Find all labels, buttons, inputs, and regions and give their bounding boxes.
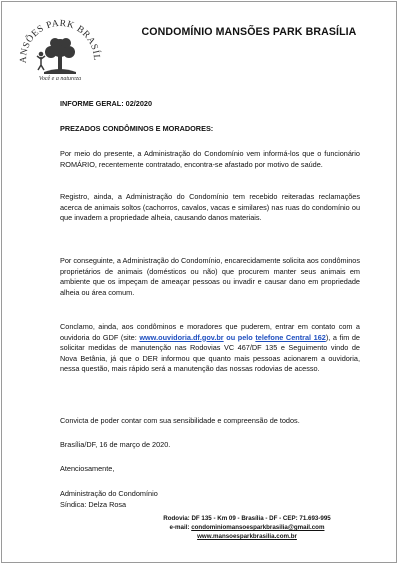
- footer-email-label: e-mail:: [169, 524, 192, 531]
- document-page: [1, 1, 397, 563]
- paragraph-closing-thanks: Convicta de poder contar com sua sensibilidade e compreensão de todos.: [60, 416, 300, 425]
- signature-line-administration: Administração do Condomínio: [60, 489, 158, 498]
- ouvidoria-website-link[interactable]: www.ouvidoria.df.gov.br: [139, 332, 224, 342]
- closing-salutation: Atenciosamente,: [60, 464, 115, 473]
- logo-ring-text: ANSÕES PARK BRASÍL: [18, 18, 102, 64]
- paragraph-health-notice: Por meio do presente, a Administração do Condomínio vem informá-los que o funcionário ROMÁRIO, recentemente contratado, encontra-se afastado por motivo de saúde.: [60, 149, 360, 169]
- page-title: CONDOMÍNIO MANSÕES PARK BRASÍLIA: [141, 26, 357, 38]
- paragraph-ouvidoria-connector: ou pelo: [223, 332, 256, 342]
- paragraph-ouvidoria: [60, 322, 360, 375]
- greeting-heading: PREZADOS CONDÔMINOS E MORADORES:: [60, 124, 214, 133]
- phone-central-link[interactable]: telefone Central 162: [255, 332, 326, 342]
- footer: [102, 514, 392, 541]
- footer-address: Rodovia: DF 135 - Km 09 - Brasília - DF - CEP: 71.693-995: [163, 515, 331, 522]
- condominium-logo: [14, 10, 106, 90]
- logo-tagline: Você e a natureza: [38, 76, 82, 82]
- signature-line-sindica: Síndica: Delza Rosa: [60, 499, 127, 509]
- paragraph-ouvidoria-text: Conclamo, ainda, aos condôminos e moradores que puderem, entrar em contato com a ouvidoria do GDF (site:: [60, 322, 360, 342]
- footer-email-link[interactable]: condominiomansoesparkbrasilia@gmail.com: [191, 524, 325, 531]
- footer-website-link[interactable]: www.mansoesparkbrasilia.com.br: [197, 533, 297, 540]
- paragraph-animal-complaints: Registro, ainda, a Administração do Condomínio tem recebido reiteradas reclamações acerca de animais soltos (cachorros, cavalos, vacas e similares) nas ruas do condomínio ou que invadem a propriedade alheia, causando danos materiais.: [60, 192, 360, 223]
- footer-email-line: [102, 523, 392, 532]
- date-line: Brasília/DF, 16 de março de 2020.: [60, 440, 171, 449]
- paragraph-ouvidoria-rest: ), a fim de solicitar medidas de manutenção nas Rodovias VC 467/DF 135 e Seguimento vindo de Nova Betânia, já que o DER informou que quanto mais pessoas acionarem a ouvidoria, nessa questão, mais rápido será a manutenção das nossas rodovias de acesso.: [60, 332, 360, 374]
- informe-number: INFORME GERAL: 02/2020: [60, 99, 153, 108]
- signature-block: [60, 489, 360, 510]
- paragraph-animal-request: Por conseguinte, a Administração do Condomínio, encarecidamente solicita aos condôminos proprietários de animais (domésticos ou não) que procurem manter seus animais em ambiente que os impeçam de ameaçar pessoas ou invadir e causar dano em propriedade alheia ou área comum.: [60, 256, 360, 297]
